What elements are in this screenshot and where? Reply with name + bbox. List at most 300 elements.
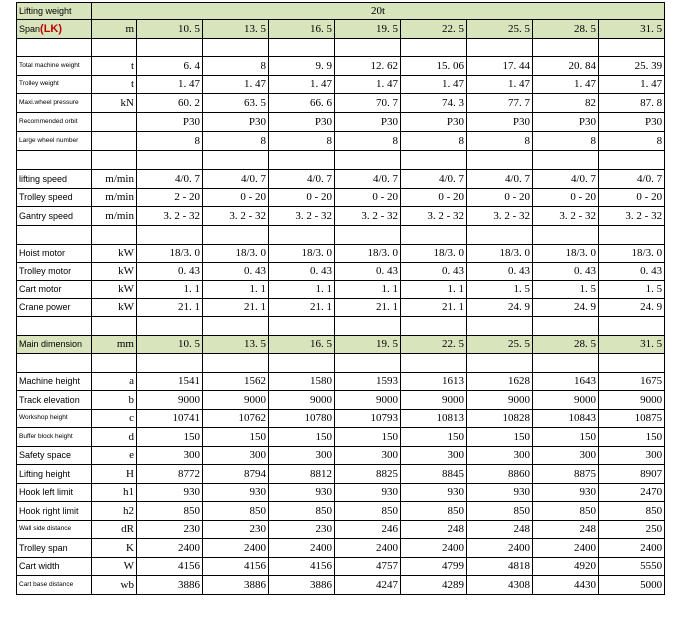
cart-width-value: 4920 — [533, 558, 599, 576]
empty-cell — [533, 226, 599, 245]
workshop-height-value: 10813 — [401, 410, 467, 428]
hoist-motor-value: 18/3. 0 — [203, 245, 269, 263]
safety-space-row — [17, 447, 665, 465]
wall-side-distance-value: 230 — [203, 521, 269, 539]
buffer-block-height-value: 150 — [137, 428, 203, 447]
trolley-motor-value: 0. 43 — [203, 263, 269, 281]
empty-cell — [599, 151, 665, 170]
hook-left-limit-value: 930 — [467, 484, 533, 502]
crane-power-value: 24. 9 — [467, 299, 533, 317]
machine-height-label: Machine height — [17, 373, 92, 391]
trolley-span-value: 2400 — [137, 539, 203, 558]
empty-cell — [269, 317, 335, 336]
lifting-speed-value: 4/0. 7 — [137, 170, 203, 189]
empty-cell — [335, 317, 401, 336]
unit-cell: d — [92, 428, 137, 447]
total-weight-value: 17. 44 — [467, 57, 533, 76]
recommended-orbit-value: P30 — [269, 113, 335, 132]
empty-cell — [137, 354, 203, 373]
span-value: 22. 5 — [401, 20, 467, 39]
crane-power-value: 21. 1 — [335, 299, 401, 317]
span-value: 19. 5 — [335, 20, 401, 39]
empty-cell — [92, 354, 137, 373]
gantry-speed-value: 3. 2 - 32 — [269, 207, 335, 226]
trolley-span-row — [17, 539, 665, 558]
trolley-speed-value: 0 - 20 — [335, 189, 401, 207]
empty-cell — [269, 39, 335, 57]
empty-cell — [401, 226, 467, 245]
trolley-motor-value: 0. 43 — [401, 263, 467, 281]
max-wheel-pressure-value: 70. 7 — [335, 94, 401, 113]
trolley-speed-value: 0 - 20 — [269, 189, 335, 207]
max-wheel-pressure-label: Maxi.wheel pressure — [17, 94, 92, 113]
trolley-span-value: 2400 — [269, 539, 335, 558]
buffer-block-height-value: 150 — [533, 428, 599, 447]
gantry-speed-value: 3. 2 - 32 — [203, 207, 269, 226]
safety-space-value: 300 — [137, 447, 203, 465]
empty-cell — [467, 317, 533, 336]
unit-cell: kW — [92, 281, 137, 299]
trolley-speed-row — [17, 189, 665, 207]
trolley-motor-label: Trolley motor — [17, 263, 92, 281]
machine-height-value: 1593 — [335, 373, 401, 391]
empty-cell — [17, 39, 92, 57]
hoist-motor-value: 18/3. 0 — [401, 245, 467, 263]
empty-cell — [599, 39, 665, 57]
hook-right-limit-value: 850 — [269, 502, 335, 521]
safety-space-value: 300 — [401, 447, 467, 465]
cart-motor-value: 1. 1 — [269, 281, 335, 299]
safety-space-value: 300 — [269, 447, 335, 465]
unit-cell: K — [92, 539, 137, 558]
cart-base-distance-row — [17, 576, 665, 595]
lifting-height-value: 8860 — [467, 465, 533, 484]
lifting-height-value: 8812 — [269, 465, 335, 484]
span-row — [17, 20, 665, 39]
workshop-height-value: 10828 — [467, 410, 533, 428]
empty-cell — [335, 151, 401, 170]
lifting-speed-value: 4/0. 7 — [203, 170, 269, 189]
empty-cell — [203, 317, 269, 336]
cart-motor-value: 1. 5 — [533, 281, 599, 299]
trolley-weight-row — [17, 76, 665, 94]
empty-cell — [401, 317, 467, 336]
large-wheel-number-value: 8 — [335, 132, 401, 151]
trolley-weight-value: 1. 47 — [467, 76, 533, 94]
cart-base-distance-value: 5000 — [599, 576, 665, 595]
trolley-speed-value: 0 - 20 — [533, 189, 599, 207]
hook-left-limit-row — [17, 484, 665, 502]
empty-cell — [269, 354, 335, 373]
unit-cell — [92, 113, 137, 132]
empty-cell — [203, 354, 269, 373]
lifting-speed-value: 4/0. 7 — [467, 170, 533, 189]
empty-cell — [467, 39, 533, 57]
trolley-speed-value: 0 - 20 — [467, 189, 533, 207]
main-dimension-value: 28. 5 — [533, 336, 599, 354]
hook-left-limit-value: 930 — [203, 484, 269, 502]
buffer-block-height-row — [17, 428, 665, 447]
crane-power-value: 24. 9 — [599, 299, 665, 317]
capacity-value: 20t — [92, 3, 665, 20]
empty-cell — [401, 354, 467, 373]
recommended-orbit-value: P30 — [533, 113, 599, 132]
main-dimension-label: Main dimension — [17, 336, 92, 354]
total-weight-value: 20. 84 — [533, 57, 599, 76]
recommended-orbit-label: Recommended orbit — [17, 113, 92, 132]
trolley-span-value: 2400 — [203, 539, 269, 558]
hoist-motor-value: 18/3. 0 — [137, 245, 203, 263]
hook-left-limit-value: 930 — [533, 484, 599, 502]
unit-cell: m — [92, 20, 137, 39]
trolley-weight-value: 1. 47 — [269, 76, 335, 94]
cart-width-value: 5550 — [599, 558, 665, 576]
buffer-block-height-value: 150 — [269, 428, 335, 447]
trolley-motor-value: 0. 43 — [137, 263, 203, 281]
track-elevation-value: 9000 — [137, 391, 203, 410]
buffer-block-height-value: 150 — [203, 428, 269, 447]
trolley-span-value: 2400 — [335, 539, 401, 558]
span-value: 13. 5 — [203, 20, 269, 39]
hoist-motor-value: 18/3. 0 — [467, 245, 533, 263]
recommended-orbit-row — [17, 113, 665, 132]
trolley-weight-value: 1. 47 — [137, 76, 203, 94]
large-wheel-number-value: 8 — [401, 132, 467, 151]
empty-cell — [533, 354, 599, 373]
wall-side-distance-value: 250 — [599, 521, 665, 539]
spacer-row — [17, 151, 665, 170]
total-weight-value: 12. 62 — [335, 57, 401, 76]
main-dimension-row — [17, 336, 665, 354]
empty-cell — [599, 226, 665, 245]
lifting-weight-label: Lifting weight — [17, 3, 92, 20]
cart-base-distance-label: Cart base distance — [17, 576, 92, 595]
large-wheel-number-value: 8 — [269, 132, 335, 151]
trolley-span-value: 2400 — [467, 539, 533, 558]
large-wheel-number-value: 8 — [137, 132, 203, 151]
span-code: (LK) — [40, 22, 63, 35]
empty-cell — [137, 317, 203, 336]
trolley-span-value: 2400 — [401, 539, 467, 558]
workshop-height-label: Workshop height — [17, 410, 92, 428]
unit-cell — [92, 132, 137, 151]
trolley-speed-label: Trolley speed — [17, 189, 92, 207]
large-wheel-number-value: 8 — [599, 132, 665, 151]
machine-height-value: 1613 — [401, 373, 467, 391]
trolley-span-value: 2400 — [533, 539, 599, 558]
total-weight-value: 6. 4 — [137, 57, 203, 76]
empty-cell — [401, 39, 467, 57]
wall-side-distance-value: 230 — [137, 521, 203, 539]
crane-power-label: Crane power — [17, 299, 92, 317]
empty-cell — [401, 151, 467, 170]
unit-cell: e — [92, 447, 137, 465]
cart-motor-value: 1. 1 — [401, 281, 467, 299]
hook-right-limit-value: 850 — [599, 502, 665, 521]
unit-cell: c — [92, 410, 137, 428]
empty-cell — [533, 317, 599, 336]
empty-cell — [467, 151, 533, 170]
empty-cell — [92, 226, 137, 245]
cart-base-distance-value: 3886 — [203, 576, 269, 595]
unit-cell: m/min — [92, 207, 137, 226]
unit-cell: kW — [92, 263, 137, 281]
crane-power-value: 21. 1 — [137, 299, 203, 317]
unit-cell: kN — [92, 94, 137, 113]
empty-cell — [599, 354, 665, 373]
cart-motor-value: 1. 1 — [203, 281, 269, 299]
max-wheel-pressure-value: 87. 8 — [599, 94, 665, 113]
unit-cell: t — [92, 76, 137, 94]
hook-left-limit-value: 930 — [401, 484, 467, 502]
crane-power-value: 24. 9 — [533, 299, 599, 317]
trolley-weight-value: 1. 47 — [401, 76, 467, 94]
track-elevation-label: Track elevation — [17, 391, 92, 410]
empty-cell — [335, 39, 401, 57]
trolley-speed-value: 0 - 20 — [203, 189, 269, 207]
track-elevation-value: 9000 — [401, 391, 467, 410]
recommended-orbit-value: P30 — [335, 113, 401, 132]
empty-cell — [92, 317, 137, 336]
empty-cell — [137, 151, 203, 170]
trolley-weight-value: 1. 47 — [203, 76, 269, 94]
hook-left-limit-label: Hook left limit — [17, 484, 92, 502]
hook-right-limit-value: 850 — [467, 502, 533, 521]
wall-side-distance-value: 246 — [335, 521, 401, 539]
lifting-speed-value: 4/0. 7 — [401, 170, 467, 189]
unit-cell: wb — [92, 576, 137, 595]
wall-side-distance-value: 248 — [401, 521, 467, 539]
wall-side-distance-label: Wall side distance — [17, 521, 92, 539]
trolley-motor-value: 0. 43 — [533, 263, 599, 281]
lifting-speed-value: 4/0. 7 — [599, 170, 665, 189]
machine-height-value: 1675 — [599, 373, 665, 391]
gantry-speed-value: 3. 2 - 32 — [137, 207, 203, 226]
recommended-orbit-value: P30 — [137, 113, 203, 132]
machine-height-row — [17, 373, 665, 391]
total-weight-value: 25. 39 — [599, 57, 665, 76]
gantry-speed-value: 3. 2 - 32 — [467, 207, 533, 226]
hoist-motor-label: Hoist motor — [17, 245, 92, 263]
machine-height-value: 1628 — [467, 373, 533, 391]
empty-cell — [17, 226, 92, 245]
cart-width-value: 4799 — [401, 558, 467, 576]
workshop-height-value: 10793 — [335, 410, 401, 428]
lifting-height-value: 8794 — [203, 465, 269, 484]
trolley-speed-value: 0 - 20 — [401, 189, 467, 207]
spacer-row — [17, 317, 665, 336]
cart-width-row — [17, 558, 665, 576]
buffer-block-height-value: 150 — [599, 428, 665, 447]
empty-cell — [533, 151, 599, 170]
trolley-span-value: 2400 — [599, 539, 665, 558]
empty-cell — [17, 354, 92, 373]
wall-side-distance-value: 248 — [533, 521, 599, 539]
empty-cell — [137, 39, 203, 57]
large-wheel-number-row — [17, 132, 665, 151]
total-weight-value: 9. 9 — [269, 57, 335, 76]
gantry-speed-label: Gantry speed — [17, 207, 92, 226]
lifting-speed-value: 4/0. 7 — [269, 170, 335, 189]
empty-cell — [269, 226, 335, 245]
cart-base-distance-value: 3886 — [269, 576, 335, 595]
hook-left-limit-value: 930 — [335, 484, 401, 502]
trolley-speed-value: 0 - 20 — [599, 189, 665, 207]
crane-power-value: 21. 1 — [203, 299, 269, 317]
hoist-motor-row — [17, 245, 665, 263]
unit-cell: b — [92, 391, 137, 410]
track-elevation-value: 9000 — [335, 391, 401, 410]
spacer-row — [17, 226, 665, 245]
safety-space-value: 300 — [599, 447, 665, 465]
cart-base-distance-value: 3886 — [137, 576, 203, 595]
track-elevation-row — [17, 391, 665, 410]
cart-motor-value: 1. 1 — [137, 281, 203, 299]
main-dimension-value: 19. 5 — [335, 336, 401, 354]
hook-right-limit-value: 850 — [401, 502, 467, 521]
max-wheel-pressure-value: 60. 2 — [137, 94, 203, 113]
machine-height-value: 1580 — [269, 373, 335, 391]
safety-space-value: 300 — [467, 447, 533, 465]
gantry-speed-value: 3. 2 - 32 — [599, 207, 665, 226]
safety-space-value: 300 — [335, 447, 401, 465]
cart-width-value: 4818 — [467, 558, 533, 576]
unit-cell: m/min — [92, 170, 137, 189]
hoist-motor-value: 18/3. 0 — [269, 245, 335, 263]
unit-cell: kW — [92, 245, 137, 263]
safety-space-value: 300 — [203, 447, 269, 465]
unit-cell: h2 — [92, 502, 137, 521]
large-wheel-number-value: 8 — [533, 132, 599, 151]
total-weight-row — [17, 57, 665, 76]
lifting-height-label: Lifting height — [17, 465, 92, 484]
workshop-height-row — [17, 410, 665, 428]
empty-cell — [203, 226, 269, 245]
unit-cell: dR — [92, 521, 137, 539]
gantry-speed-value: 3. 2 - 32 — [533, 207, 599, 226]
span-value: 31. 5 — [599, 20, 665, 39]
empty-cell — [92, 39, 137, 57]
large-wheel-number-value: 8 — [203, 132, 269, 151]
cart-width-value: 4156 — [269, 558, 335, 576]
cart-motor-row — [17, 281, 665, 299]
trolley-speed-value: 2 - 20 — [137, 189, 203, 207]
cart-motor-value: 1. 5 — [599, 281, 665, 299]
buffer-block-height-label: Buffer block height — [17, 428, 92, 447]
cart-base-distance-value: 4289 — [401, 576, 467, 595]
cart-base-distance-value: 4308 — [467, 576, 533, 595]
buffer-block-height-value: 150 — [401, 428, 467, 447]
cart-motor-label: Cart motor — [17, 281, 92, 299]
crane-power-value: 21. 1 — [401, 299, 467, 317]
hook-right-limit-value: 850 — [533, 502, 599, 521]
lifting-speed-row — [17, 170, 665, 189]
max-wheel-pressure-value: 66. 6 — [269, 94, 335, 113]
empty-cell — [137, 226, 203, 245]
trolley-motor-value: 0. 43 — [335, 263, 401, 281]
hook-right-limit-value: 850 — [137, 502, 203, 521]
empty-cell — [203, 39, 269, 57]
crane-power-row — [17, 299, 665, 317]
max-wheel-pressure-value: 77. 7 — [467, 94, 533, 113]
hook-right-limit-value: 850 — [203, 502, 269, 521]
empty-cell — [467, 354, 533, 373]
track-elevation-value: 9000 — [533, 391, 599, 410]
workshop-height-value: 10875 — [599, 410, 665, 428]
track-elevation-value: 9000 — [599, 391, 665, 410]
trolley-weight-value: 1. 47 — [533, 76, 599, 94]
unit-cell: t — [92, 57, 137, 76]
empty-cell — [17, 151, 92, 170]
lifting-height-value: 8845 — [401, 465, 467, 484]
main-dimension-value: 25. 5 — [467, 336, 533, 354]
cart-width-value: 4156 — [203, 558, 269, 576]
header-row — [17, 3, 665, 20]
large-wheel-number-label: Large wheel number — [17, 132, 92, 151]
gantry-speed-row — [17, 207, 665, 226]
unit-cell: h1 — [92, 484, 137, 502]
cart-base-distance-value: 4430 — [533, 576, 599, 595]
unit-cell: W — [92, 558, 137, 576]
empty-cell — [599, 317, 665, 336]
cart-width-value: 4156 — [137, 558, 203, 576]
max-wheel-pressure-value: 74. 3 — [401, 94, 467, 113]
empty-cell — [533, 39, 599, 57]
track-elevation-value: 9000 — [269, 391, 335, 410]
machine-height-value: 1643 — [533, 373, 599, 391]
track-elevation-value: 9000 — [203, 391, 269, 410]
spacer-row — [17, 39, 665, 57]
recommended-orbit-value: P30 — [203, 113, 269, 132]
unit-cell: a — [92, 373, 137, 391]
track-elevation-value: 9000 — [467, 391, 533, 410]
cart-motor-value: 1. 1 — [335, 281, 401, 299]
safety-space-label: Safety space — [17, 447, 92, 465]
main-dimension-value: 10. 5 — [137, 336, 203, 354]
empty-cell — [335, 354, 401, 373]
main-dimension-value: 31. 5 — [599, 336, 665, 354]
recommended-orbit-value: P30 — [401, 113, 467, 132]
recommended-orbit-value: P30 — [467, 113, 533, 132]
hook-right-limit-value: 850 — [335, 502, 401, 521]
gantry-speed-value: 3. 2 - 32 — [401, 207, 467, 226]
trolley-motor-row — [17, 263, 665, 281]
safety-space-value: 300 — [533, 447, 599, 465]
trolley-weight-value: 1. 47 — [335, 76, 401, 94]
wall-side-distance-row — [17, 521, 665, 539]
empty-cell — [92, 151, 137, 170]
empty-cell — [17, 317, 92, 336]
lifting-height-row — [17, 465, 665, 484]
unit-cell: kW — [92, 299, 137, 317]
span-value: 10. 5 — [137, 20, 203, 39]
span-label — [17, 20, 92, 39]
span-label-text: Span — [19, 23, 41, 34]
spec-table — [16, 2, 665, 595]
hoist-motor-value: 18/3. 0 — [599, 245, 665, 263]
recommended-orbit-value: P30 — [599, 113, 665, 132]
max-wheel-pressure-value: 63. 5 — [203, 94, 269, 113]
machine-height-value: 1541 — [137, 373, 203, 391]
cart-width-label: Cart width — [17, 558, 92, 576]
machine-height-value: 1562 — [203, 373, 269, 391]
hoist-motor-value: 18/3. 0 — [533, 245, 599, 263]
hook-right-limit-label: Hook right limit — [17, 502, 92, 521]
lifting-speed-value: 4/0. 7 — [533, 170, 599, 189]
max-wheel-pressure-row — [17, 94, 665, 113]
spacer-row — [17, 354, 665, 373]
unit-cell: H — [92, 465, 137, 484]
